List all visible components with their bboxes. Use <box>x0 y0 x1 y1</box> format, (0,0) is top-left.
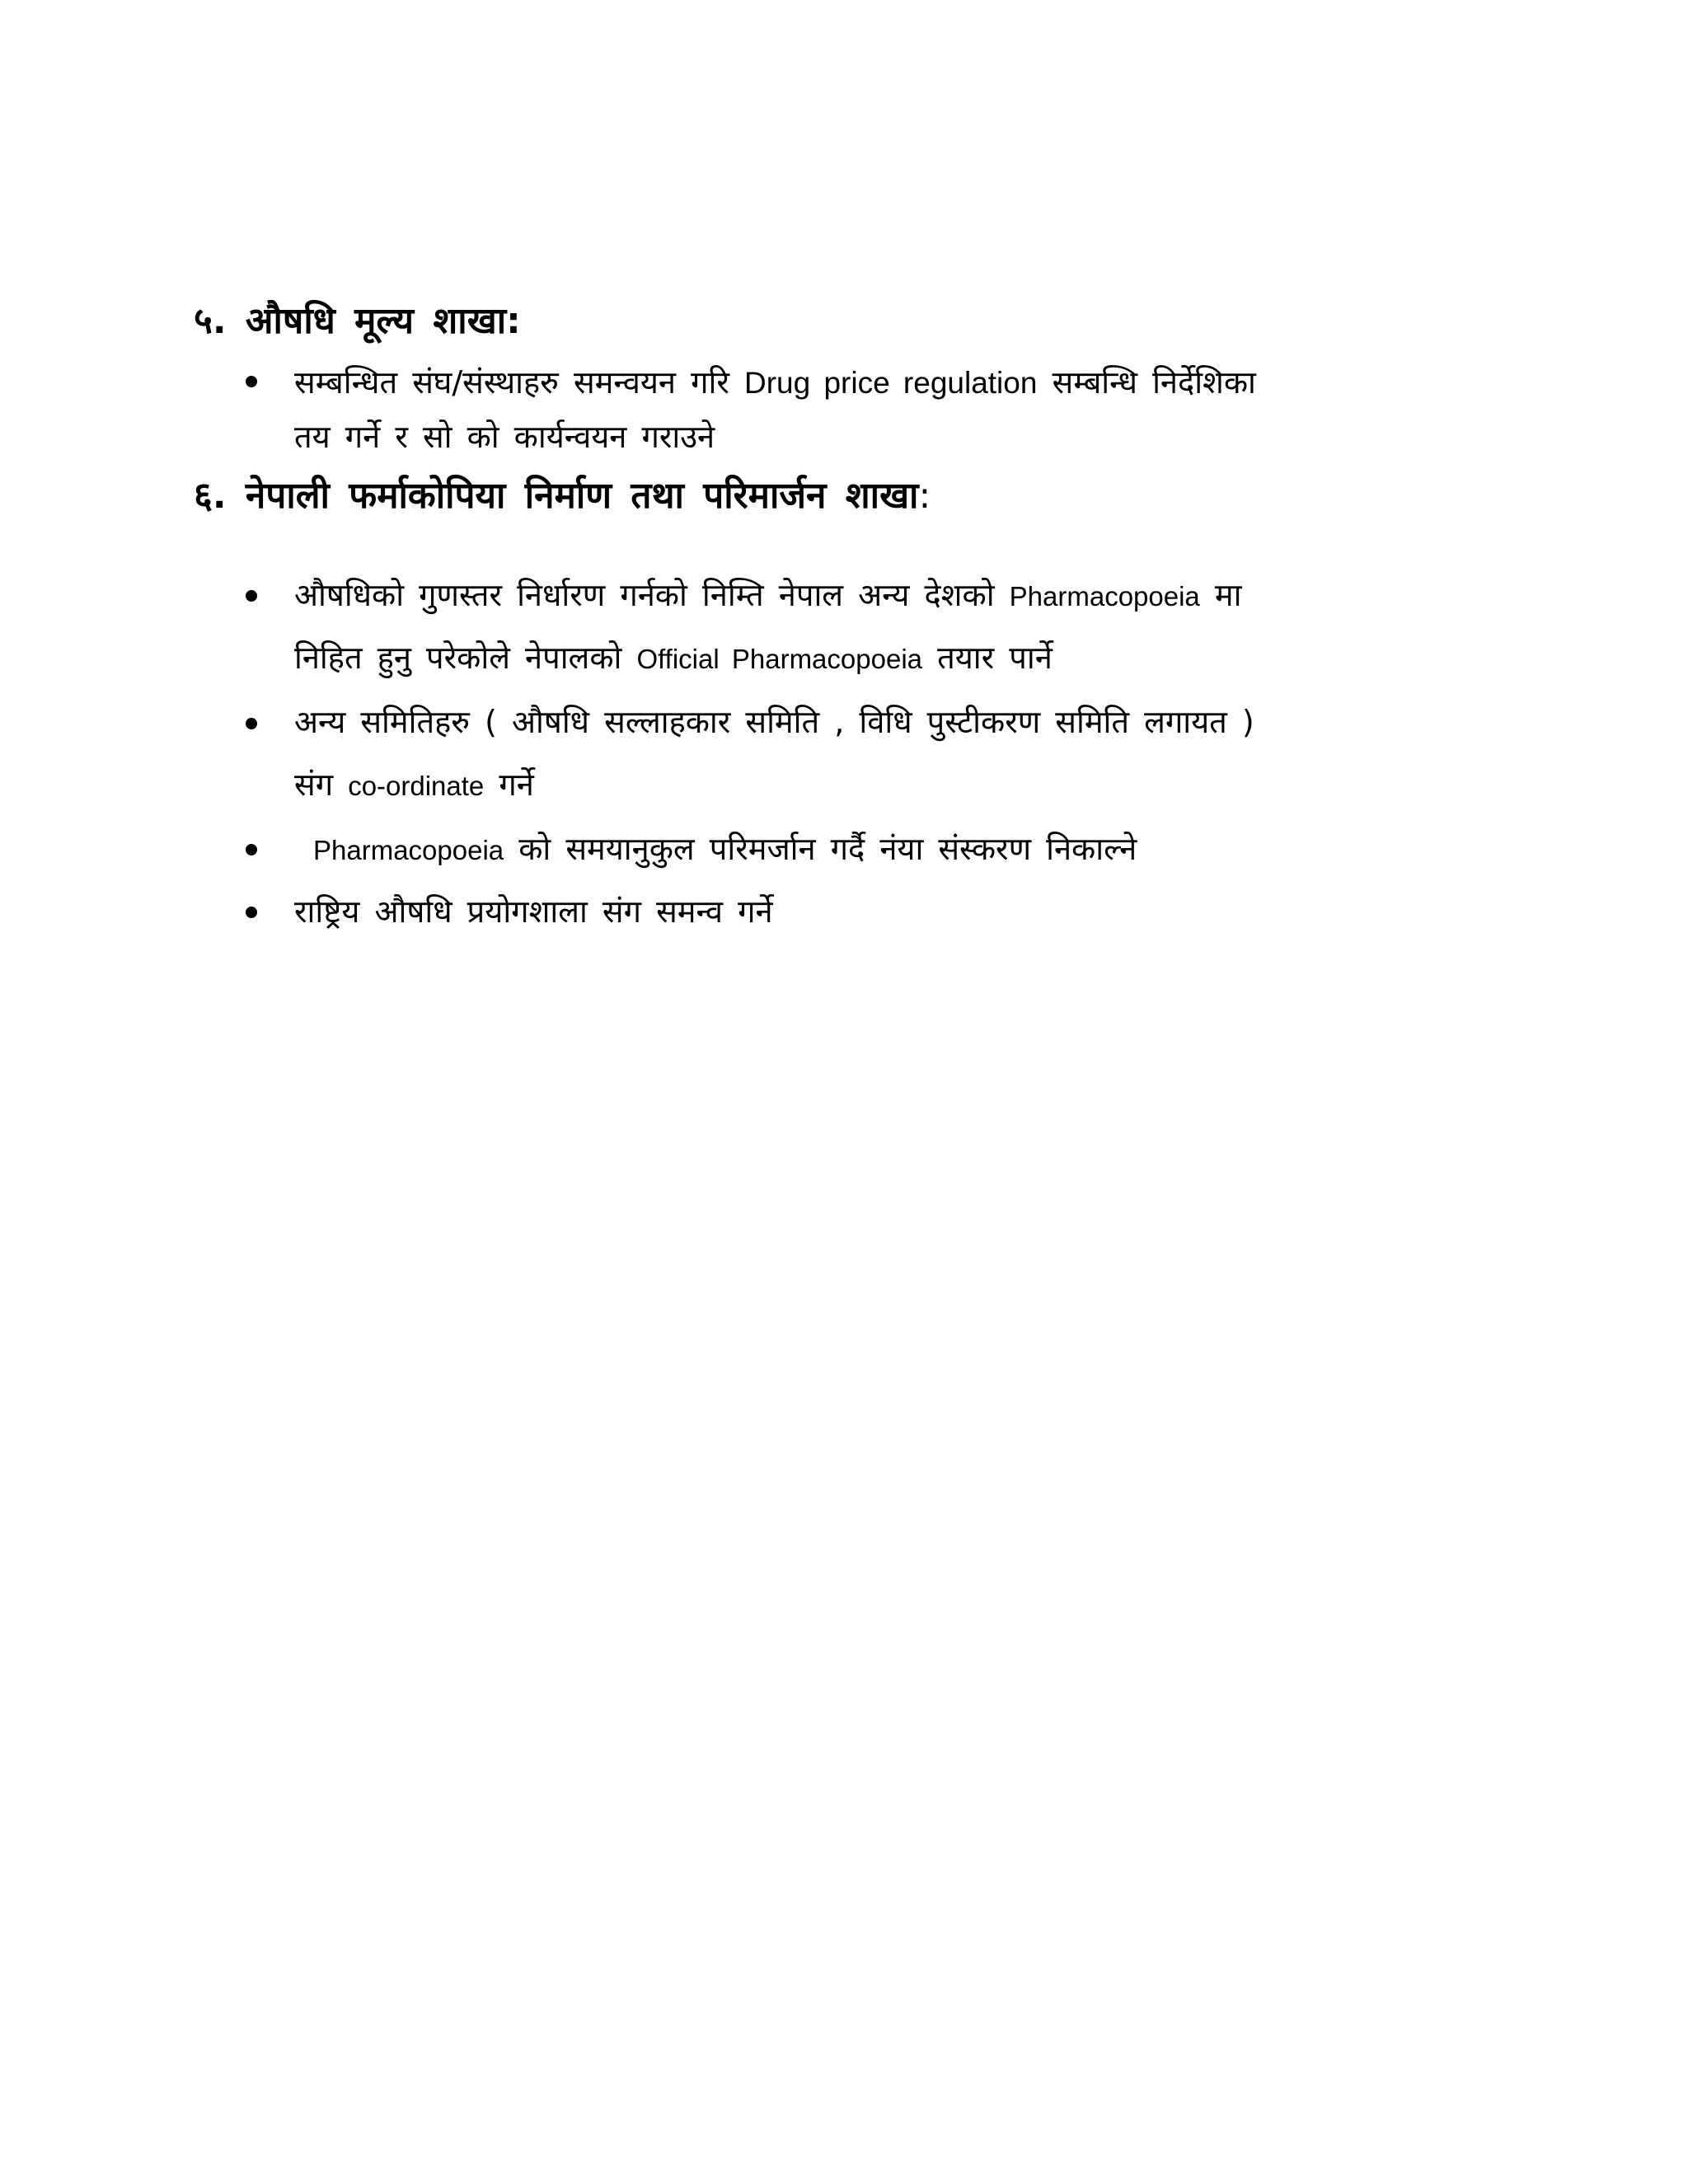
item-text: तयार पार्ने <box>937 640 1053 676</box>
item-english-text: Pharmacopoeia <box>313 835 504 865</box>
item-text: सम्बन्धि निर्देशिका <box>1052 364 1256 401</box>
section-5-heading-text: ५. औषधि मूल्य शाखा: <box>194 300 521 342</box>
item-text: राष्ट्रिय औषधि प्रयोगशाला संग समन्व गर्ने <box>294 893 773 930</box>
bullet-icon <box>246 718 257 729</box>
section-5-heading <box>194 297 521 346</box>
section-6-item-1-line-1 <box>294 572 1241 620</box>
item-text: अन्य समितिहरु ( औषधि सल्लाहकार समिति , विधि पुस्टीकरण समिति लगायत ) <box>294 704 1254 740</box>
bullet-icon <box>246 590 257 602</box>
item-text: को समयानुकुल परिमर्जान गर्दै नंया संस्करण निकाल्ने <box>518 831 1137 867</box>
item-english-text: Drug price regulation <box>743 366 1038 400</box>
bullet-icon <box>246 907 257 918</box>
section-5-item-1-line-1 <box>294 359 1256 406</box>
section-6-heading-colon: : <box>918 475 931 517</box>
section-6-item-2-line-2 <box>294 762 534 809</box>
section-6-item-1-line-2 <box>294 635 1053 682</box>
item-english-text: Official Pharmacopoeia <box>636 644 923 674</box>
section-6-item-3-line-1 <box>313 826 1137 874</box>
item-english-text: co-ordinate <box>348 771 485 801</box>
item-text: संग <box>294 766 334 803</box>
section-5-item-1-line-2 <box>294 414 715 460</box>
item-text: औषधिको गुणस्तर निर्धारण गर्नको निम्ति नेपाल अन्य देशको <box>294 577 995 613</box>
item-text: मा <box>1214 577 1242 613</box>
bullet-icon <box>246 376 257 387</box>
item-text: निहित हुनु परेकोले नेपालको <box>294 640 622 676</box>
item-text: सम्बन्धित संघ/संस्थाहरु समन्वयन गरि <box>294 364 729 401</box>
item-english-text: Pharmacopoeia <box>1009 581 1200 612</box>
item-text: गर्ने <box>499 766 534 803</box>
section-6-heading <box>194 471 931 521</box>
item-text: तय गर्ने र सो को कार्यन्वयन गराउने <box>294 419 715 455</box>
section-6-heading-text: ६. नेपाली फर्माकोपिया निर्माण तथा परिमार्जन शाखा <box>194 475 919 517</box>
section-6-item-2-line-1 <box>294 699 1254 745</box>
bullet-icon <box>246 844 257 855</box>
section-6-item-4-line-1 <box>294 888 773 935</box>
